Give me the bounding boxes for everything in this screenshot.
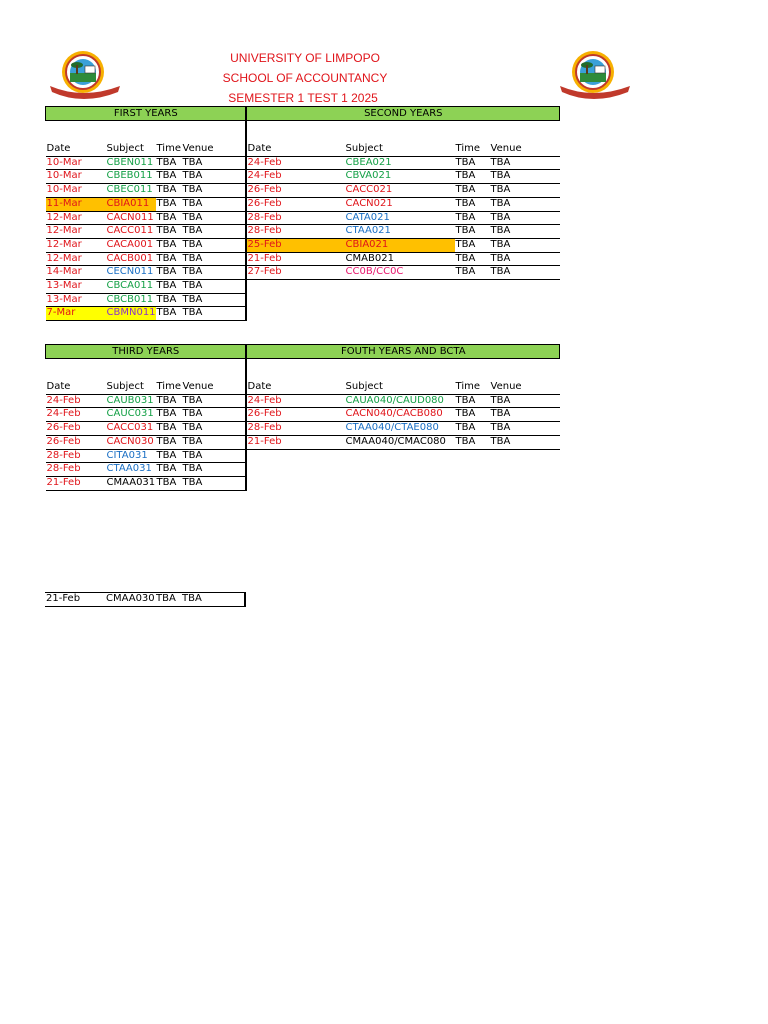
time-cell: TBA — [455, 156, 490, 170]
date-cell: 11-Mar — [46, 197, 106, 211]
time-cell: TBA — [455, 184, 490, 198]
time-cell: TBA — [156, 408, 182, 422]
col-time: Time — [156, 381, 182, 394]
table-row — [46, 394, 560, 408]
semester-title: SEMESTER 1 TEST 1 2025 — [228, 91, 378, 105]
table-row — [46, 266, 560, 280]
empty-cell — [455, 280, 490, 294]
table-row — [46, 293, 560, 307]
col-venue: Venue — [490, 381, 560, 394]
empty-cell — [345, 280, 455, 294]
empty-cell — [490, 280, 560, 294]
date-cell: 12-Mar — [46, 211, 106, 225]
date-cell: 26-Feb — [46, 435, 106, 449]
venue-cell: TBA — [182, 280, 246, 294]
empty-cell — [490, 463, 560, 477]
date-cell: 28-Feb — [246, 211, 345, 225]
date-cell: 28-Feb — [246, 225, 345, 239]
date-cell: 26-Feb — [46, 422, 106, 436]
date-cell: 7-Mar — [46, 307, 106, 321]
venue-cell: TBA — [490, 170, 560, 184]
subject-cell: CTAA021 — [345, 225, 455, 239]
time-cell: TBA — [156, 435, 182, 449]
time-cell: TBA — [156, 293, 182, 307]
date-cell: 14-Mar — [46, 266, 106, 280]
empty-cell — [246, 307, 345, 321]
col-venue: Venue — [182, 381, 246, 394]
time-cell: TBA — [455, 238, 490, 252]
subject-cell: CC0B/CC0C — [345, 266, 455, 280]
col-subject: Subject — [106, 143, 156, 156]
col-venue: Venue — [490, 143, 560, 156]
empty-cell — [490, 476, 560, 490]
table-row — [46, 280, 560, 294]
col-date: Date — [246, 381, 345, 394]
venue-cell: TBA — [490, 197, 560, 211]
table-row — [46, 156, 560, 170]
date-cell: 21-Feb — [46, 476, 106, 490]
venue-cell: TBA — [490, 225, 560, 239]
venue-cell: TBA — [182, 238, 246, 252]
university-crest-icon-right — [556, 48, 634, 104]
time-cell: TBA — [455, 197, 490, 211]
date-cell: 27-Feb — [246, 266, 345, 280]
table-row — [46, 476, 560, 490]
empty-cell — [246, 463, 345, 477]
date-cell: 28-Feb — [46, 463, 106, 477]
time-cell: TBA — [156, 266, 182, 280]
time-cell: TBA — [156, 449, 182, 463]
subject-cell: CBEN011 — [106, 156, 156, 170]
date-cell: 25-Feb — [246, 238, 345, 252]
venue-cell: TBA — [182, 266, 246, 280]
date-cell: 13-Mar — [46, 280, 106, 294]
table-row — [46, 238, 560, 252]
date-cell: 28-Feb — [246, 422, 345, 436]
university-crest-icon — [46, 48, 124, 104]
time-cell: TBA — [156, 463, 182, 477]
venue-cell: TBA — [490, 184, 560, 198]
col-time: Time — [455, 381, 490, 394]
fourth-years-header: FOUTH YEARS AND BCTA — [246, 345, 560, 359]
date-cell: 21-Feb — [246, 252, 345, 266]
subject-cell: CACN021 — [345, 197, 455, 211]
subject-cell: CBEB011 — [106, 170, 156, 184]
empty-cell — [455, 293, 490, 307]
empty-cell — [455, 307, 490, 321]
subject-cell: CAUB031 — [106, 394, 156, 408]
col-time: Time — [455, 143, 490, 156]
table-row — [46, 307, 560, 321]
date-cell: 24-Feb — [246, 170, 345, 184]
col-date: Date — [246, 143, 345, 156]
school-title: SCHOOL OF ACCOUNTANCY — [222, 71, 388, 85]
empty-cell — [345, 463, 455, 477]
subject-cell: CACC021 — [345, 184, 455, 198]
venue-cell: TBA — [182, 156, 246, 170]
date-cell: 24-Feb — [246, 394, 345, 408]
date-cell: 26-Feb — [246, 197, 345, 211]
time-cell: TBA — [455, 435, 490, 449]
subject-cell: CBEA021 — [345, 156, 455, 170]
date-cell: 28-Feb — [46, 449, 106, 463]
subject-cell: CACA001 — [106, 238, 156, 252]
time-cell: TBA — [156, 184, 182, 198]
subject-cell: CBIA021 — [345, 238, 455, 252]
col-venue: Venue — [182, 143, 246, 156]
venue-cell: TBA — [490, 211, 560, 225]
venue-cell: TBA — [182, 170, 246, 184]
venue-cell: TBA — [490, 435, 560, 449]
subject-cell: CACN040/CACB080 — [345, 408, 455, 422]
time-cell: TBA — [156, 211, 182, 225]
date-cell: 24-Feb — [46, 394, 106, 408]
venue-cell: TBA — [182, 197, 246, 211]
date-cell: 12-Mar — [46, 238, 106, 252]
venue-cell: TBA — [182, 463, 246, 477]
time-cell: TBA — [156, 422, 182, 436]
time-cell: TBA — [156, 394, 182, 408]
empty-cell — [455, 449, 490, 463]
table-row — [46, 170, 560, 184]
table-row — [46, 463, 560, 477]
venue-cell: TBA — [182, 435, 246, 449]
table-row — [46, 197, 560, 211]
subject-cell: CBVA021 — [345, 170, 455, 184]
third-years-header: THIRD YEARS — [46, 345, 246, 359]
date-cell: 26-Feb — [246, 184, 345, 198]
venue-cell: TBA — [182, 449, 246, 463]
subject-cell: CECN011 — [106, 266, 156, 280]
empty-cell — [246, 476, 345, 490]
table-row — [46, 449, 560, 463]
subject-cell: CAUC031 — [106, 408, 156, 422]
first-second-years-table — [45, 106, 560, 321]
date-cell: 10-Mar — [46, 170, 106, 184]
subject-cell: CTAA031 — [106, 463, 156, 477]
subject-cell: CATA021 — [345, 211, 455, 225]
venue-cell: TBA — [182, 307, 246, 321]
subject-cell: CBMN011 — [106, 307, 156, 321]
venue-cell: TBA — [182, 293, 246, 307]
venue-cell: TBA — [182, 394, 246, 408]
venue-cell: TBA — [490, 252, 560, 266]
venue-cell: TBA — [490, 156, 560, 170]
empty-cell — [490, 293, 560, 307]
venue-cell: TBA — [490, 394, 560, 408]
date-cell: 24-Feb — [246, 156, 345, 170]
time-cell: TBA — [455, 422, 490, 436]
date-cell: 24-Feb — [46, 408, 106, 422]
empty-cell — [246, 280, 345, 294]
subject-cell: CBIA011 — [106, 197, 156, 211]
time-cell: TBA — [455, 266, 490, 280]
subject-cell: CBEC011 — [106, 184, 156, 198]
date-cell: 26-Feb — [246, 408, 345, 422]
time-cell: TBA — [156, 170, 182, 184]
venue-cell: TBA — [182, 252, 246, 266]
second-years-header: SECOND YEARS — [246, 107, 560, 121]
extra-row-table — [45, 592, 246, 607]
empty-cell — [455, 476, 490, 490]
date-cell: 12-Mar — [46, 252, 106, 266]
time-cell: TBA — [455, 211, 490, 225]
time-cell: TBA — [455, 394, 490, 408]
col-subject: Subject — [345, 381, 455, 394]
extra-date: 21-Feb — [45, 593, 105, 607]
venue-cell: TBA — [182, 225, 246, 239]
empty-cell — [345, 293, 455, 307]
subject-cell: CACC011 — [106, 225, 156, 239]
date-cell: 10-Mar — [46, 156, 106, 170]
subject-cell: CMAB021 — [345, 252, 455, 266]
first-years-header: FIRST YEARS — [46, 107, 246, 121]
extra-subject: CMAA030 — [105, 593, 155, 607]
table-row — [46, 422, 560, 436]
empty-cell — [455, 463, 490, 477]
subject-cell: CITA031 — [106, 449, 156, 463]
col-date: Date — [46, 381, 106, 394]
extra-venue: TBA — [181, 593, 245, 607]
venue-cell: TBA — [490, 266, 560, 280]
time-cell: TBA — [455, 225, 490, 239]
col-subject: Subject — [106, 381, 156, 394]
empty-cell — [490, 449, 560, 463]
empty-cell — [490, 307, 560, 321]
table-row — [46, 435, 560, 449]
third-fourth-years-table — [45, 344, 560, 491]
date-cell: 12-Mar — [46, 225, 106, 239]
extra-time: TBA — [155, 593, 181, 607]
venue-cell: TBA — [490, 408, 560, 422]
subject-cell: CACN030 — [106, 435, 156, 449]
subject-cell: CBCA011 — [106, 280, 156, 294]
empty-cell — [246, 449, 345, 463]
venue-cell: TBA — [490, 238, 560, 252]
subject-cell: CBCB011 — [106, 293, 156, 307]
time-cell: TBA — [455, 170, 490, 184]
empty-cell — [345, 307, 455, 321]
time-cell: TBA — [156, 280, 182, 294]
subject-cell: CTAA040/CTAE080 — [345, 422, 455, 436]
table-row — [46, 211, 560, 225]
empty-cell — [345, 449, 455, 463]
venue-cell: TBA — [182, 476, 246, 490]
time-cell: TBA — [455, 252, 490, 266]
table-row — [46, 225, 560, 239]
time-cell: TBA — [156, 307, 182, 321]
time-cell: TBA — [156, 197, 182, 211]
empty-cell — [246, 293, 345, 307]
col-date: Date — [46, 143, 106, 156]
table-row — [46, 184, 560, 198]
subject-cell: CAUA040/CAUD080 — [345, 394, 455, 408]
table-row — [46, 408, 560, 422]
subject-cell: CACB001 — [106, 252, 156, 266]
venue-cell: TBA — [182, 422, 246, 436]
venue-cell: TBA — [490, 422, 560, 436]
col-time: Time — [156, 143, 182, 156]
table-row — [46, 252, 560, 266]
subject-cell: CMAA031 — [106, 476, 156, 490]
time-cell: TBA — [156, 225, 182, 239]
venue-cell: TBA — [182, 408, 246, 422]
venue-cell: TBA — [182, 184, 246, 198]
empty-cell — [345, 476, 455, 490]
date-cell: 21-Feb — [246, 435, 345, 449]
time-cell: TBA — [156, 476, 182, 490]
subject-cell: CACC031 — [106, 422, 156, 436]
date-cell: 13-Mar — [46, 293, 106, 307]
date-cell: 10-Mar — [46, 184, 106, 198]
university-title: UNIVERSITY OF LIMPOPO — [230, 51, 380, 65]
time-cell: TBA — [156, 156, 182, 170]
time-cell: TBA — [156, 238, 182, 252]
subject-cell: CACN011 — [106, 211, 156, 225]
time-cell: TBA — [455, 408, 490, 422]
time-cell: TBA — [156, 252, 182, 266]
col-subject: Subject — [345, 143, 455, 156]
subject-cell: CMAA040/CMAC080 — [345, 435, 455, 449]
venue-cell: TBA — [182, 211, 246, 225]
